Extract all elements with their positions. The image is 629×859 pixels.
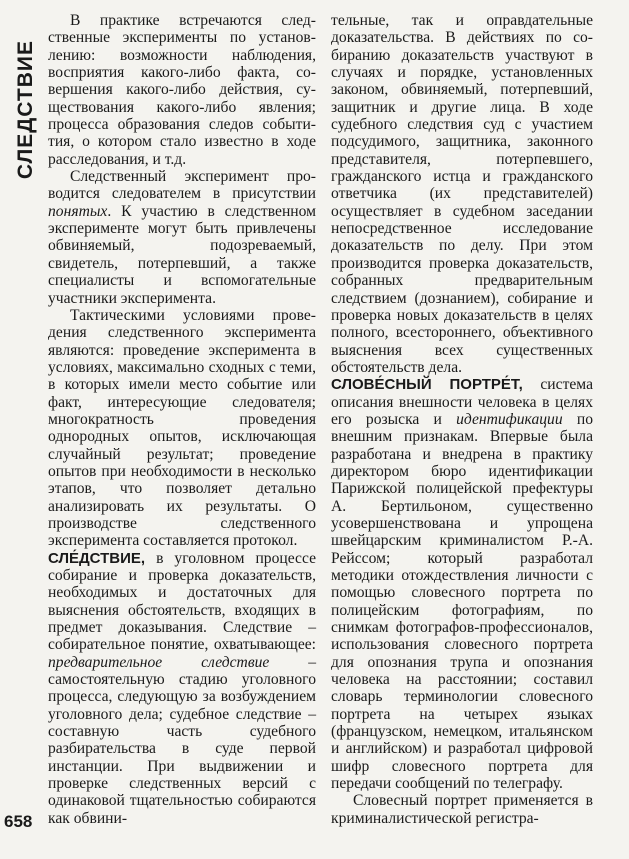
right-column xyxy=(331,12,593,827)
italic-term: идентификации xyxy=(456,410,563,428)
entry-text: по внешним признакам. Впервые была разработана и внедрена в практику директором бюро идентификации Парижской полицейской префектуры А. Бертильоном, существенно усовершенствована и упрощена швейцарским криминалистом Р.-А. Рейссом; который разработал методики отождествления личности с помощью словесного портрета по полицейским фотографиям, по снимкам фотографов-профессионалов, использования словесного портрета для опознания трупа и опознания человека на расстоянии; составил словарь терминологии словесного портрета на четырех языках (французском, немецком, итальянском и английском) и разработал цифровой шифр словесного портрета для передачи сообщений по телеграфу. xyxy=(331,410,593,793)
italic-term: предварительное следствие xyxy=(48,653,270,671)
left-column xyxy=(48,12,316,827)
entry-headword: СЛЕ́ДСТВИЕ, xyxy=(48,549,146,567)
dictionary-entry xyxy=(48,550,316,828)
entry-text: в уголовном процессе собирание и проверка доказательств, необходимых и достаточных для выяснения обстоятельств, входящих в предмет доказывания. Следствие – собирательное понятие, охватывающее: xyxy=(48,549,316,654)
italic-term: понятых xyxy=(48,202,108,220)
dictionary-entry xyxy=(331,376,593,792)
paragraph: тельные, так и оправдательные доказательства. В действиях по собиранию доказательств участвуют в случаях и порядке, установленных законом, обвиняемый, потерпевший, защитник и другие лица. В ходе судебного следствия суд с участием подсудимого, защитника, законного представителя, потерпевшего, гражданского истца и гражданского ответчика (их представителей) осуществляет в судебном заседании непосредственное исследование доказательств по делу. При этом производится проверка доказательств, собранных предварительным следствием (дознанием), собирание и проверка новых доказательств в целях полного, всестороннего, объективного выяснения всех существенных обстоятельств дела. xyxy=(331,12,593,376)
side-section-title: СЛЕДСТВИЕ xyxy=(14,40,37,180)
page-number: 658 xyxy=(4,812,33,831)
paragraph xyxy=(48,168,316,307)
paragraph-text: . К участию в следственном эксперименте могут быть привлечены обвиняемый, подозреваемый, свидетель, потерпевший, а также специалисты и вспомогательные участники эксперимента. xyxy=(48,202,316,307)
entry-text: – самостоятельную стадию уголовного процесса, следующую за возбуждением уголовного дела; судебное следствие – составную часть судебного разбирательства в суде первой инстанции. При выдвижении и проверке следственных версий с одинаковой тщательностью собираются как обвини- xyxy=(48,653,316,827)
paragraph: Тактическими условиями проведения следственного эксперимента являются: проведение эксперимента в условиях, максимально сходных с теми, в которых имели место событие или факт, интересующие следователя; многократность проведения однородных опытов, исключающая случайный результат; проведение опытов при необходимости в несколько этапов, что позволяет детально анализировать их результаты. О производстве следственного эксперимента составляется протокол. xyxy=(48,306,316,550)
entry-headword: СЛОВЕ́СНЫЙ ПОРТРЕ́Т, xyxy=(331,376,523,394)
entry-text: система описания внешности человека в целях его розыска и xyxy=(331,376,593,428)
paragraph: В практике встречаются следственные эксперименты по установлению: возможности наблюдения, восприятия какого-либо факта, совершения какого-либо действия, существования какого-либо явления; процесса образования следов событития, о котором стало известно в ходе расследования, и т.д. xyxy=(48,12,316,168)
paragraph: Словесный портрет применяется в криминалистической регистра- xyxy=(331,792,593,827)
paragraph-text: Следственный эксперимент проводится следователем в присутствии xyxy=(48,168,316,203)
